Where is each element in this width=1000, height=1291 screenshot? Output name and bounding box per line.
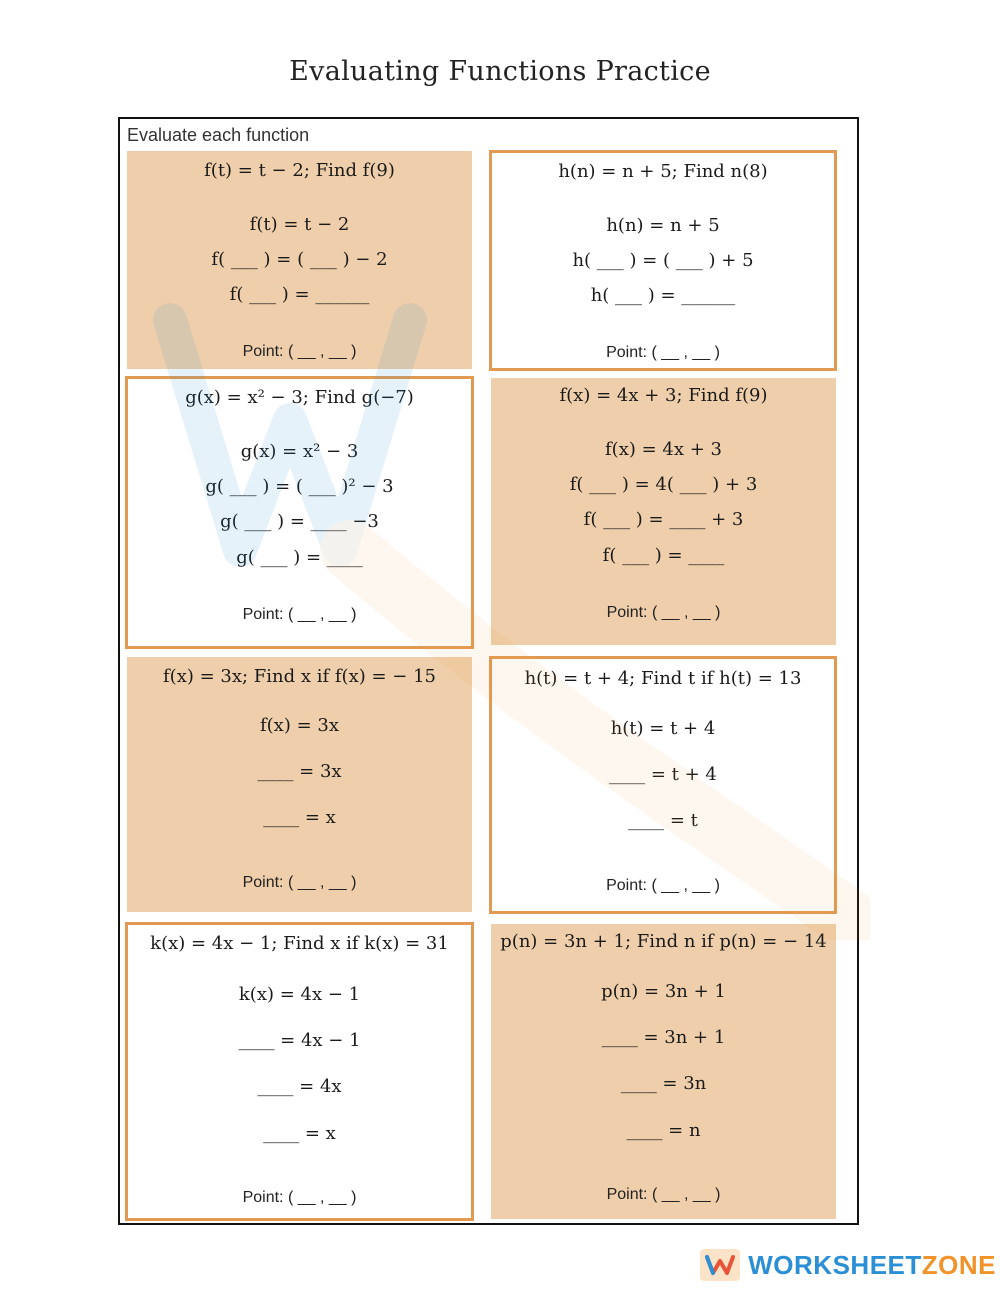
problem-card-8 — [491, 924, 836, 1219]
problem-card-4 — [491, 378, 836, 645]
point-answer: Point: ( __ , __ ) — [242, 606, 357, 623]
work-line: g( ___ ) = ____ — [236, 547, 363, 568]
problem-card-6 — [489, 656, 837, 914]
brand-logo — [700, 1245, 996, 1285]
work-line: g( ___ ) = ( ___ )² − 3 — [205, 476, 394, 497]
work-line: ____ = 4x − 1 — [238, 1030, 361, 1051]
work-line: k(x) = 4x − 1 — [238, 984, 361, 1005]
work-line: h(n) = n + 5 — [606, 215, 720, 236]
problem-prompt: h(n) = n + 5; Find n(8) — [558, 161, 768, 182]
work-line: h( ___ ) = ______ — [590, 285, 736, 306]
brand-part-1: WORKSHEET — [748, 1249, 922, 1280]
problem-prompt: f(t) = t − 2; Find f(9) — [204, 160, 395, 181]
work-line: f( ___ ) = ( ___ ) − 2 — [211, 249, 388, 270]
work-line: f(t) = t − 2 — [249, 214, 350, 235]
work-line: ____ = 3n + 1 — [601, 1027, 726, 1048]
instruction-text: Evaluate each function — [127, 125, 310, 145]
problem-prompt: f(x) = 3x; Find x if f(x) = − 15 — [163, 666, 436, 687]
work-line: ____ = t — [628, 810, 698, 831]
work-line: h(t) = t + 4 — [610, 718, 716, 739]
point-answer: Point: ( __ , __ ) — [242, 874, 357, 891]
point-answer: Point: ( __ , __ ) — [606, 877, 720, 894]
problem-card-1 — [127, 151, 472, 369]
point-answer: Point: ( __ , __ ) — [242, 1189, 357, 1206]
problem-card-5 — [127, 657, 472, 912]
problem-prompt: k(x) = 4x − 1; Find x if k(x) = 31 — [150, 933, 449, 954]
work-line: f( ___ ) = ____ — [602, 545, 725, 566]
work-line: g(x) = x² − 3 — [240, 441, 359, 462]
problem-prompt: h(t) = t + 4; Find t if h(t) = 13 — [524, 668, 802, 689]
work-line: ____ = 4x — [257, 1076, 342, 1097]
page-title: Evaluating Functions Practice — [289, 56, 711, 87]
brand-w-icon — [700, 1249, 740, 1281]
work-line: ____ = x — [263, 807, 336, 828]
point-answer: Point: ( __ , __ ) — [606, 604, 721, 621]
work-line: p(n) = 3n + 1 — [601, 981, 726, 1002]
work-line: f(x) = 4x + 3 — [605, 439, 722, 460]
problem-card-3 — [125, 376, 474, 649]
brand-name — [748, 1250, 996, 1281]
work-line: g( ___ ) = ____ −3 — [220, 511, 379, 532]
work-line: f( ___ ) = ____ + 3 — [583, 509, 744, 530]
problem-card-7 — [125, 922, 474, 1221]
work-line: ____ = t + 4 — [609, 764, 717, 785]
work-line: ____ = 3x — [257, 761, 342, 782]
work-line: h( ___ ) = ( ___ ) + 5 — [572, 250, 754, 271]
work-line: ____ = 3n — [620, 1073, 707, 1094]
work-line: f( ___ ) = 4( ___ ) + 3 — [569, 474, 758, 495]
work-line: ____ = n — [626, 1120, 701, 1141]
problem-prompt: g(x) = x² − 3; Find g(−7) — [185, 387, 414, 408]
point-answer: Point: ( __ , __ ) — [606, 344, 720, 361]
work-line: f( ___ ) = ______ — [229, 284, 370, 305]
work-line: ____ = x — [263, 1123, 336, 1144]
problem-prompt: p(n) = 3n + 1; Find n if p(n) = − 14 — [500, 931, 827, 952]
work-line: f(x) = 3x — [260, 715, 339, 736]
brand-part-2: ZONE — [921, 1249, 996, 1280]
point-answer: Point: ( __ , __ ) — [606, 1186, 721, 1203]
problem-card-2 — [489, 150, 837, 371]
point-answer: Point: ( __ , __ ) — [242, 343, 357, 360]
problem-prompt: f(x) = 4x + 3; Find f(9) — [559, 385, 768, 406]
